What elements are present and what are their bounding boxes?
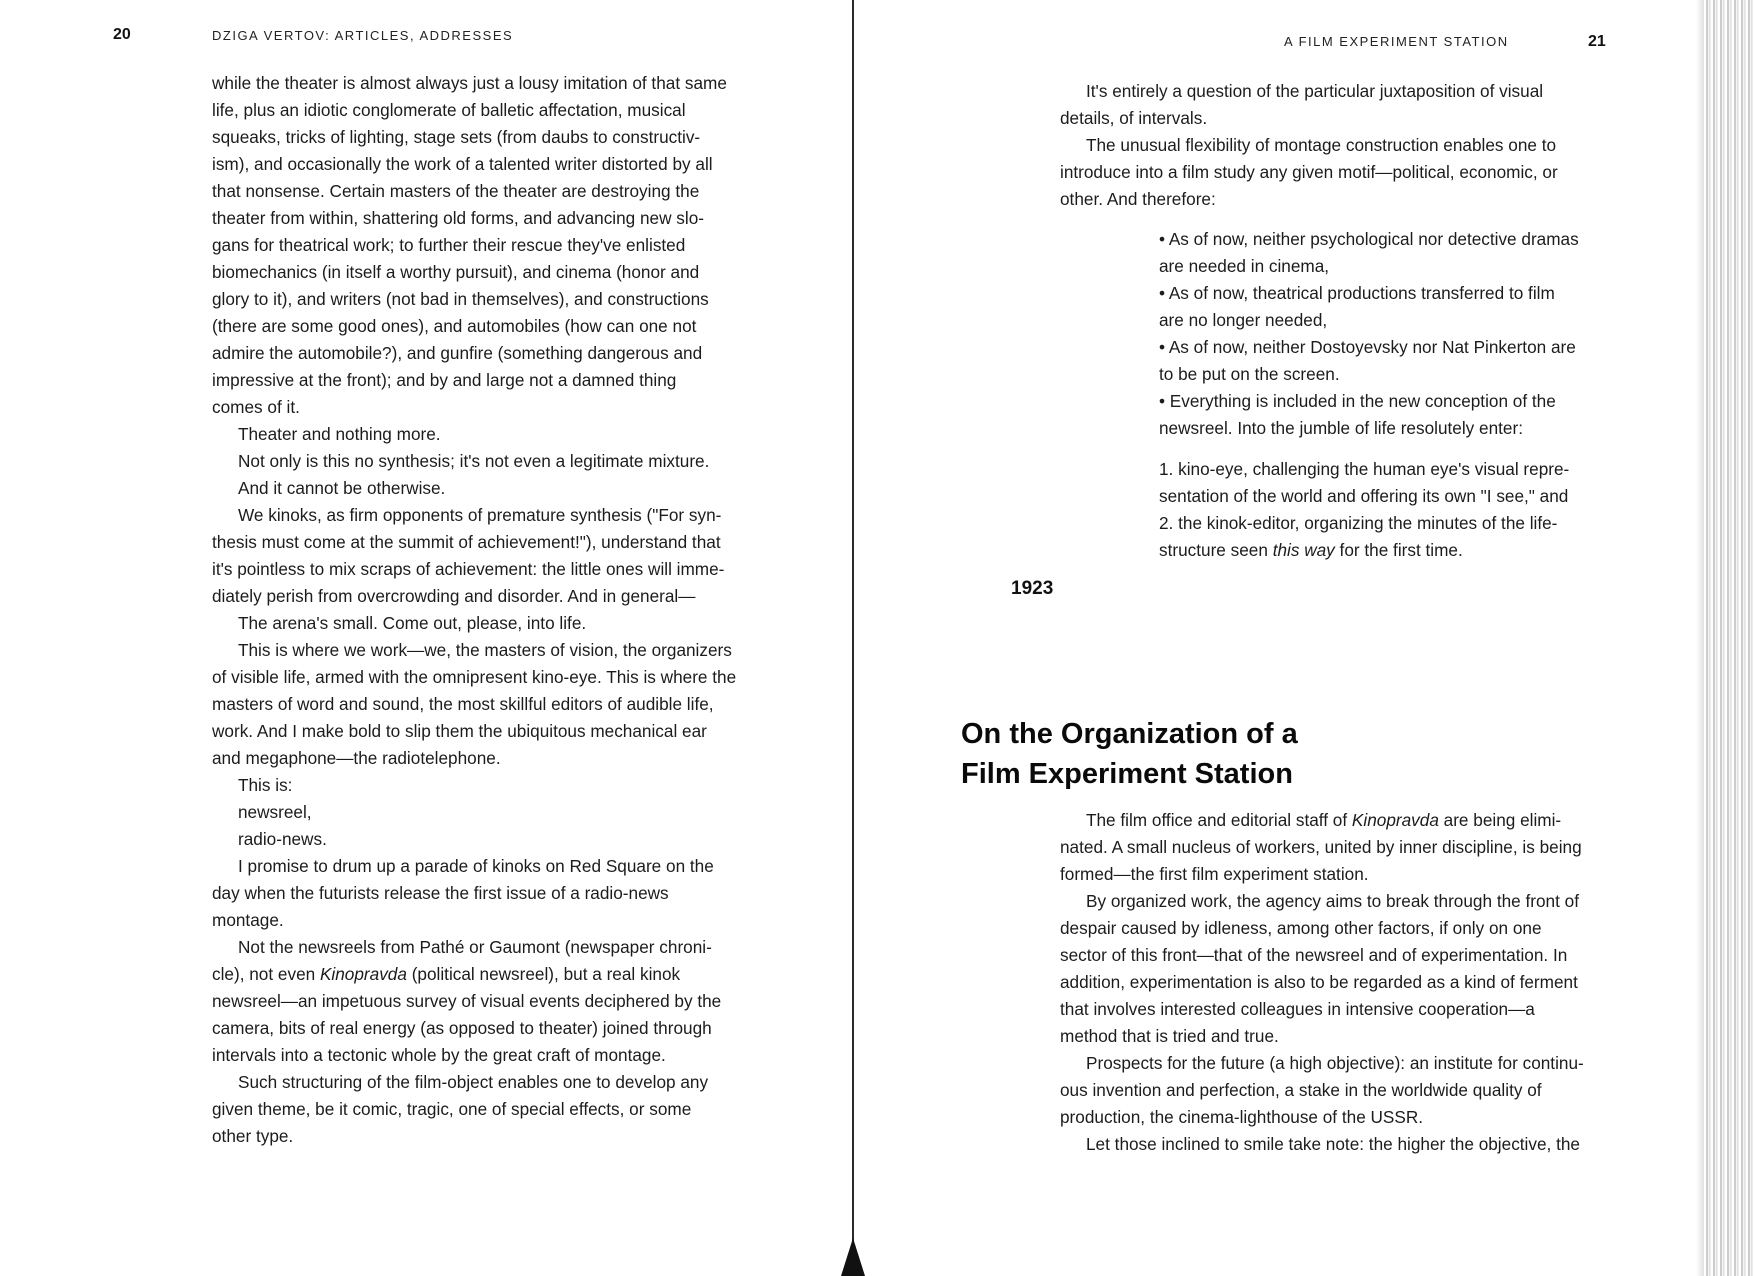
text-line: that involves interested colleagues in intensive cooperation—a <box>1060 999 1535 1019</box>
text-line: despair caused by idleness, among other factors, if only on one <box>1060 918 1542 938</box>
page-edge-shadow <box>1696 0 1704 1276</box>
text-line: intervals into a tectonic whole by the great craft of montage. <box>212 1045 666 1065</box>
text-line: it's pointless to mix scraps of achievement: the little ones will imme- <box>212 559 725 579</box>
text-line: other. And therefore: <box>1060 189 1216 209</box>
text-line: life, plus an idiotic conglomerate of balletic affectation, musical <box>212 100 686 120</box>
text-line: day when the futurists release the first issue of a radio-news <box>212 883 669 903</box>
text-run: (political newsreel), but a real kinok <box>406 964 681 984</box>
text-line: comes of it. <box>212 397 300 417</box>
text-line: thesis must come at the summit of achievement!"), understand that <box>212 532 721 552</box>
text-line: And it cannot be otherwise. <box>238 478 446 498</box>
text-line: introduce into a film study any given motif—political, economic, or <box>1060 162 1558 182</box>
text-line: montage. <box>212 910 284 930</box>
text-line <box>1060 807 1630 834</box>
text-line: We kinoks, as firm opponents of premature synthesis ("For syn- <box>238 505 722 525</box>
text-run: structure seen <box>1159 540 1273 560</box>
text-line: It's entirely a question of the particular juxtaposition of visual <box>1086 81 1544 101</box>
text-line: squeaks, tricks of lighting, stage sets (from daubs to constructiv- <box>212 127 701 147</box>
text-line: ous invention and perfection, a stake in the worldwide quality of <box>1060 1080 1542 1100</box>
article-title <box>961 714 1298 794</box>
bullet-list <box>1159 226 1619 442</box>
article-body <box>1060 807 1630 1158</box>
text-line: Theater and nothing more. <box>238 424 441 444</box>
text-line: radio-news. <box>238 829 327 849</box>
text-line: Not only is this no synthesis; it's not even a legitimate mixture. <box>238 451 710 471</box>
text-line: This is where we work—we, the masters of vision, the organizers <box>238 640 732 660</box>
italic-phrase: this way <box>1272 540 1335 560</box>
text-run: The film office and editorial staff of <box>1086 810 1352 830</box>
left-running-head: DZIGA VERTOV: ARTICLES, ADDRESSES <box>212 28 514 43</box>
numbered-list <box>1159 456 1619 564</box>
text-line: diately perish from overcrowding and disorder. And in general— <box>212 586 696 606</box>
text-line: masters of word and sound, the most skillful editors of audible life, <box>212 694 714 714</box>
text-line: are no longer needed, <box>1159 310 1328 330</box>
text-run: cle), not even <box>212 964 320 984</box>
text-line: I promise to drum up a parade of kinoks on Red Square on the <box>238 856 714 876</box>
text-line: production, the cinema-lighthouse of the USSR. <box>1060 1107 1424 1127</box>
text-line: camera, bits of real energy (as opposed to theater) joined through <box>212 1018 712 1038</box>
italic-title: Kinopravda <box>319 964 407 984</box>
article-title-line: On the Organization of a <box>961 718 1298 750</box>
text-line: newsreel, <box>238 802 312 822</box>
left-page-number: 20 <box>113 26 131 43</box>
list-item: • As of now, neither psychological nor detective dramas <box>1159 229 1579 249</box>
text-line: impressive at the front); and by and large not a damned thing <box>212 370 677 390</box>
text-line: work. And I make bold to slip them the ubiquitous mechanical ear <box>212 721 707 741</box>
text-line: other type. <box>212 1126 294 1146</box>
spine-marker <box>841 1238 865 1276</box>
text-line: ism), and occasionally the work of a talented writer distorted by all <box>212 154 713 174</box>
text-line: nated. A small nucleus of workers, united by inner discipline, is being <box>1060 837 1582 857</box>
text-run: are being elimi- <box>1438 810 1562 830</box>
text-line: newsreel—an impetuous survey of visual events deciphered by the <box>212 991 722 1011</box>
text-line: Such structuring of the film-object enables one to develop any <box>238 1072 709 1092</box>
right-page-intro <box>1060 78 1620 213</box>
text-line <box>1159 537 1619 564</box>
right-page-number: 21 <box>1588 33 1606 50</box>
text-line: of visible life, armed with the omnipresent kino-eye. This is where the <box>212 667 737 687</box>
article-title-line: Film Experiment Station <box>961 758 1293 790</box>
text-line: biomechanics (in itself a worthy pursuit), and cinema (honor and <box>212 262 700 282</box>
text-line: addition, experimentation is also to be regarded as a kind of ferment <box>1060 972 1578 992</box>
text-line: gans for theatrical work; to further their rescue they've enlisted <box>212 235 686 255</box>
text-line: theater from within, shattering old forms, and advancing new slo- <box>212 208 705 228</box>
text-line: to be put on the screen. <box>1159 364 1340 384</box>
text-line: given theme, be it comic, tragic, one of special effects, or some <box>212 1099 692 1119</box>
text-line: details, of intervals. <box>1060 108 1208 128</box>
list-item: • Everything is included in the new conception of the <box>1159 391 1556 411</box>
text-line: Let those inclined to smile take note: the higher the objective, the <box>1086 1134 1580 1154</box>
page-edges <box>1704 0 1754 1276</box>
text-line: while the theater is almost always just a lousy imitation of that same <box>212 73 727 93</box>
list-item: • As of now, neither Dostoyevsky nor Nat Pinkerton are <box>1159 337 1576 357</box>
text-line: sector of this front—that of the newsreel and of experimentation. In <box>1060 945 1568 965</box>
list-item: 2. the kinok-editor, organizing the minutes of the life- <box>1159 513 1558 533</box>
text-line: (there are some good ones), and automobiles (how can one not <box>212 316 697 336</box>
text-run: for the first time. <box>1334 540 1463 560</box>
text-line: Not the newsreels from Pathé or Gaumont (newspaper chroni- <box>238 937 712 957</box>
text-line: Prospects for the future (a high objective): an institute for continu- <box>1086 1053 1584 1073</box>
text-line: glory to it), and writers (not bad in themselves), and constructions <box>212 289 709 309</box>
list-item: • As of now, theatrical productions transferred to film <box>1159 283 1555 303</box>
text-line: sentation of the world and offering its own "I see," and <box>1159 486 1569 506</box>
list-item: 1. kino-eye, challenging the human eye's visual repre- <box>1159 459 1570 479</box>
right-running-head: A FILM EXPERIMENT STATION <box>1284 34 1509 49</box>
text-line: and megaphone—the radiotelephone. <box>212 748 501 768</box>
text-line: The arena's small. Come out, please, into life. <box>238 613 587 633</box>
book-spine <box>852 0 854 1276</box>
left-page-body <box>212 70 772 1150</box>
text-line: This is: <box>238 775 293 795</box>
text-line: that nonsense. Certain masters of the theater are destroying the <box>212 181 700 201</box>
text-line: admire the automobile?), and gunfire (something dangerous and <box>212 343 703 363</box>
article-year: 1923 <box>1011 578 1054 599</box>
text-line: are needed in cinema, <box>1159 256 1330 276</box>
text-line: By organized work, the agency aims to break through the front of <box>1086 891 1579 911</box>
text-line: newsreel. Into the jumble of life resolutely enter: <box>1159 418 1523 438</box>
text-line: formed—the first film experiment station. <box>1060 864 1369 884</box>
italic-title: Kinopravda <box>1351 810 1439 830</box>
text-line: The unusual flexibility of montage construction enables one to <box>1086 135 1557 155</box>
text-line: method that is tried and true. <box>1060 1026 1279 1046</box>
text-line <box>212 961 772 988</box>
